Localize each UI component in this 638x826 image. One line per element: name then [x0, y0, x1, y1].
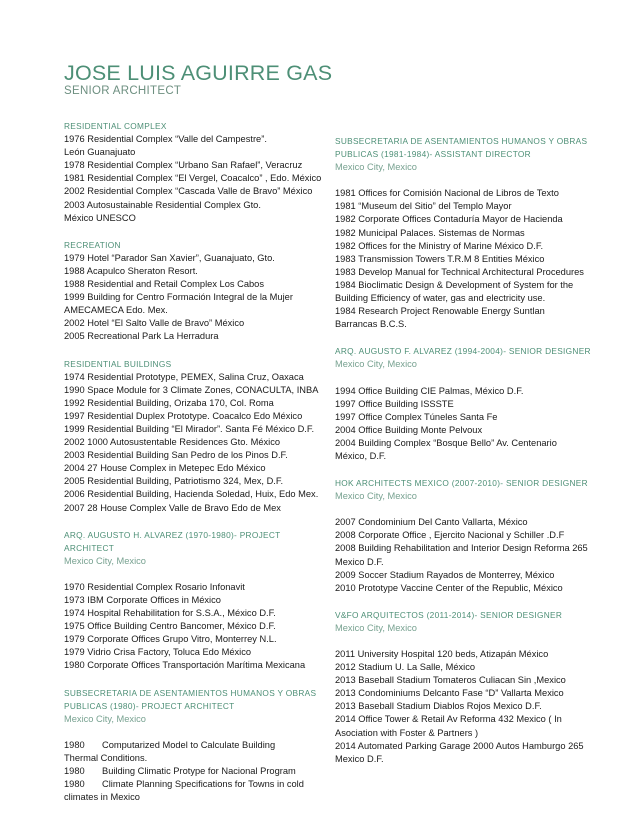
project-line: 2004 Office Building Monte Pelvoux — [335, 424, 483, 435]
experience-section — [64, 120, 326, 225]
section-spacer — [64, 726, 326, 739]
project-line: 2012 Stadium U. La Salle, México — [335, 662, 476, 673]
section-title: RESIDENTIAL BUILDINGS — [64, 358, 172, 369]
experience-section — [64, 358, 326, 515]
project-line: 1973 IBM Corporate Offices in México — [64, 595, 221, 605]
section-title: V&FO ARQUITECTOS (2011-2014)- SENIOR DESIGNER — [335, 609, 563, 620]
project-year: 1980 — [64, 766, 85, 777]
project-line: 1970 Residential Complex Rosario Infonavit — [64, 581, 245, 592]
project-entry — [64, 739, 326, 752]
project-line: 2005 Residential Building, Patriotismo 324, Mex, D.F. — [64, 476, 284, 487]
project-line: AMECAMECA Edo. Mex. — [64, 305, 168, 316]
project-line: 2007 Condominium Del Canto Vallarta, México — [335, 517, 528, 528]
project-line: 1983 Transmission Towers T.R.M 8 Entities México — [335, 253, 545, 264]
project-line: León Guanajuato — [64, 147, 136, 158]
project-line: Asociation with Foster & Partners ) — [335, 727, 479, 738]
project-line: 2013 Baseball Stadium Diablos Rojos Mexico D.F. — [335, 701, 542, 712]
project-line: 2011 University Hospital 120 beds, Atizapán México — [335, 649, 549, 659]
project-description-continued: climates in Mexico — [64, 792, 140, 803]
project-line: 1978 Residential Complex “Urbano San Rafael”, Veracruz — [64, 160, 303, 171]
project-description: Climate Planning Specifications for Towns in cold — [102, 779, 304, 790]
experience-section — [64, 687, 326, 805]
project-line: 1988 Acapulco Sheraton Resort. — [64, 265, 198, 276]
section-spacer — [335, 503, 599, 516]
project-line: 2003 Autosustainable Residential Complex Gto. — [64, 199, 261, 210]
project-line: 2013 Condominiums Delcanto Fase “D” Vallarta Mexico — [335, 688, 564, 699]
left-column — [64, 120, 326, 818]
project-line: 2004 27 House Complex in Metepec Edo México — [64, 463, 266, 474]
project-line: 2002 Hotel “El Salto Valle de Bravo” México — [64, 318, 245, 329]
project-line: Mexico D.F. — [335, 556, 384, 567]
project-line: 1982 Corporate Offices Contaduría Mayor de Hacienda — [335, 214, 563, 225]
section-spacer — [64, 568, 326, 581]
experience-section — [64, 529, 326, 673]
section-location: Mexico City, Mexico — [335, 162, 417, 173]
section-title: SUBSECRETARIA DE ASENTAMIENTOS HUMANOS Y OBRAS PUBLICAS (1981-1984)- ASSISTANT DIRECTOR — [335, 136, 588, 160]
section-location: Mexico City, Mexico — [64, 555, 146, 566]
project-entry — [64, 765, 326, 778]
experience-section — [64, 239, 326, 344]
person-name: JOSE LUIS AGUIRRE GAS — [64, 61, 333, 85]
section-location: Mexico City, Mexico — [335, 359, 417, 370]
project-line: 2006 Residential Building, Hacienda Soledad, Huix, Edo Mex. — [64, 489, 319, 500]
project-line: 2013 Baseball Stadium Tomateros Culiacan Sin ,Mexico — [335, 675, 566, 686]
project-line: 2010 Prototype Vaccine Center of the Republic, México — [335, 582, 563, 593]
person-role: SENIOR ARCHITECT — [64, 85, 182, 97]
right-column — [335, 135, 599, 780]
experience-section — [335, 135, 599, 331]
project-line: 1979 Corporate Offices Grupo Vitro, Monterrey N.L. — [64, 634, 277, 645]
project-line: México UNESCO — [64, 212, 136, 223]
project-line: Mexico D.F. — [335, 753, 384, 764]
project-line: 1999 Building for Centro Formación Integral de la Mujer — [64, 292, 293, 303]
project-year: 1980 — [64, 739, 85, 750]
project-description: Computarized Model to Calculate Building — [102, 739, 276, 750]
section-spacer — [335, 635, 599, 648]
project-description-continued: Thermal Conditions. — [64, 752, 148, 763]
project-line: 1979 Vidrio Crisa Factory, Toluca Edo México — [64, 647, 252, 658]
experience-section — [335, 477, 599, 595]
section-title: SUBSECRETARIA DE ASENTAMIENTOS HUMANOS Y OBRAS PUBLICAS (1980)- PROJECT ARCHITECT — [64, 687, 317, 711]
section-location: Mexico City, Mexico — [64, 713, 146, 724]
project-line: 1984 Research Project Renowable Energy Suntlan — [335, 306, 545, 317]
project-line: 1980 Corporate Offices Transportación Marítima Mexicana — [64, 660, 306, 671]
project-line: 2014 Automated Parking Garage 2000 Autos Hamburgo 265 — [335, 740, 584, 751]
experience-section — [335, 609, 599, 766]
project-line: 1976 Residential Complex “Valle del Campestre”. — [64, 134, 267, 145]
resume-header — [64, 62, 332, 97]
project-line: 2003 Residential Building San Pedro de los Pinos D.F. — [64, 450, 288, 461]
section-title: ARQ. AUGUSTO H. ALVAREZ (1970-1980)- PROJECT ARCHITECT — [64, 529, 281, 553]
project-line: 2008 Corporate Office , Ejercito Nacional y Schiller .D.F — [335, 530, 565, 541]
project-line: 1981 Offices for Comisión Nacional de Libros de Texto — [335, 188, 559, 199]
project-line: 1982 Municipal Palaces. Sistemas de Normas — [335, 227, 525, 238]
project-line: 1979 Hotel “Parador San Xavier”, Guanajuato, Gto. — [64, 252, 275, 263]
project-line: 2004 Building Complex “Bosque Bello” Av. Centenario — [335, 437, 557, 448]
project-line: 1975 Office Building Centro Bancomer, México D.F. — [64, 621, 276, 632]
section-title: RECREATION — [64, 239, 121, 250]
project-line: 1994 Office Building CIE Palmas, México D.F. — [335, 385, 524, 396]
section-spacer — [335, 372, 599, 385]
project-line: 1981 “Museum del Sitio” del Templo Mayor — [335, 201, 512, 212]
project-line: 1997 Office Complex Túneles Santa Fe — [335, 411, 498, 422]
project-line: 1997 Office Building ISSSTE — [335, 398, 454, 409]
project-description: Building Climatic Protype for Nacional Program — [102, 766, 296, 777]
project-line: 1990 Space Module for 3 Climate Zones, CONACULTA, INBA — [64, 384, 319, 395]
section-title: HOK ARCHITECTS MEXICO (2007-2010)- SENIOR DESIGNER — [335, 478, 588, 489]
project-line: 2002 Residential Complex “Cascada Valle de Bravo” México — [64, 186, 313, 197]
section-location: Mexico City, Mexico — [335, 491, 417, 502]
project-line: México, D.F. — [335, 450, 387, 461]
project-line: 1997 Residential Duplex Prototype. Coacalco Edo México — [64, 410, 303, 421]
project-line: 1999 Residential Building “El Mirador”. Santa Fé México D.F. — [64, 423, 315, 434]
project-line: 2014 Office Tower & Retail Av Reforma 432 Mexico ( In — [335, 714, 562, 725]
project-line: 2008 Building Rehabilitation and Interior Design Reforma 265 — [335, 543, 588, 554]
project-line: 1983 Develop Manual for Technical Architectural Procedures — [335, 266, 584, 277]
project-line: 2007 28 House Complex Valle de Bravo Edo de Mex — [64, 502, 281, 513]
project-line: 1974 Hospital Rehabilitation for S.S.A., México D.F. — [64, 608, 276, 619]
project-line: 1984 Bioclimatic Design & Development of System for the — [335, 279, 574, 290]
project-line: Barrancas B.C.S. — [335, 319, 407, 330]
project-line: 1988 Residential and Retail Complex Los Cabos — [64, 279, 265, 290]
section-spacer — [335, 174, 599, 187]
project-line: 1992 Residential Building, Orizaba 170, Col. Roma — [64, 397, 274, 408]
project-line: 2005 Recreational Park La Herradura — [64, 331, 219, 342]
project-entry — [64, 778, 326, 791]
project-year: 1980 — [64, 779, 85, 790]
project-line: 1981 Residential Complex “El Vergel, Coacalco” , Edo. México — [64, 173, 322, 184]
project-line: 1974 Residential Prototype, PEMEX, Salina Cruz, Oaxaca — [64, 371, 304, 382]
section-title: RESIDENTIAL COMPLEX — [64, 121, 167, 131]
section-title: ARQ. AUGUSTO F. ALVAREZ (1994-2004)- SENIOR DESIGNER — [335, 346, 591, 357]
section-location: Mexico City, Mexico — [335, 622, 417, 633]
project-line: Building Efficiency of water, gas and electricity use. — [335, 293, 546, 304]
project-line: 2002 1000 Autosustentable Residences Gto. México — [64, 437, 281, 448]
project-line: 2009 Soccer Stadium Rayados de Monterrey, México — [335, 569, 555, 580]
project-line: 1982 Offices for the Ministry of Marine México D.F. — [335, 240, 544, 251]
experience-section — [335, 345, 599, 463]
